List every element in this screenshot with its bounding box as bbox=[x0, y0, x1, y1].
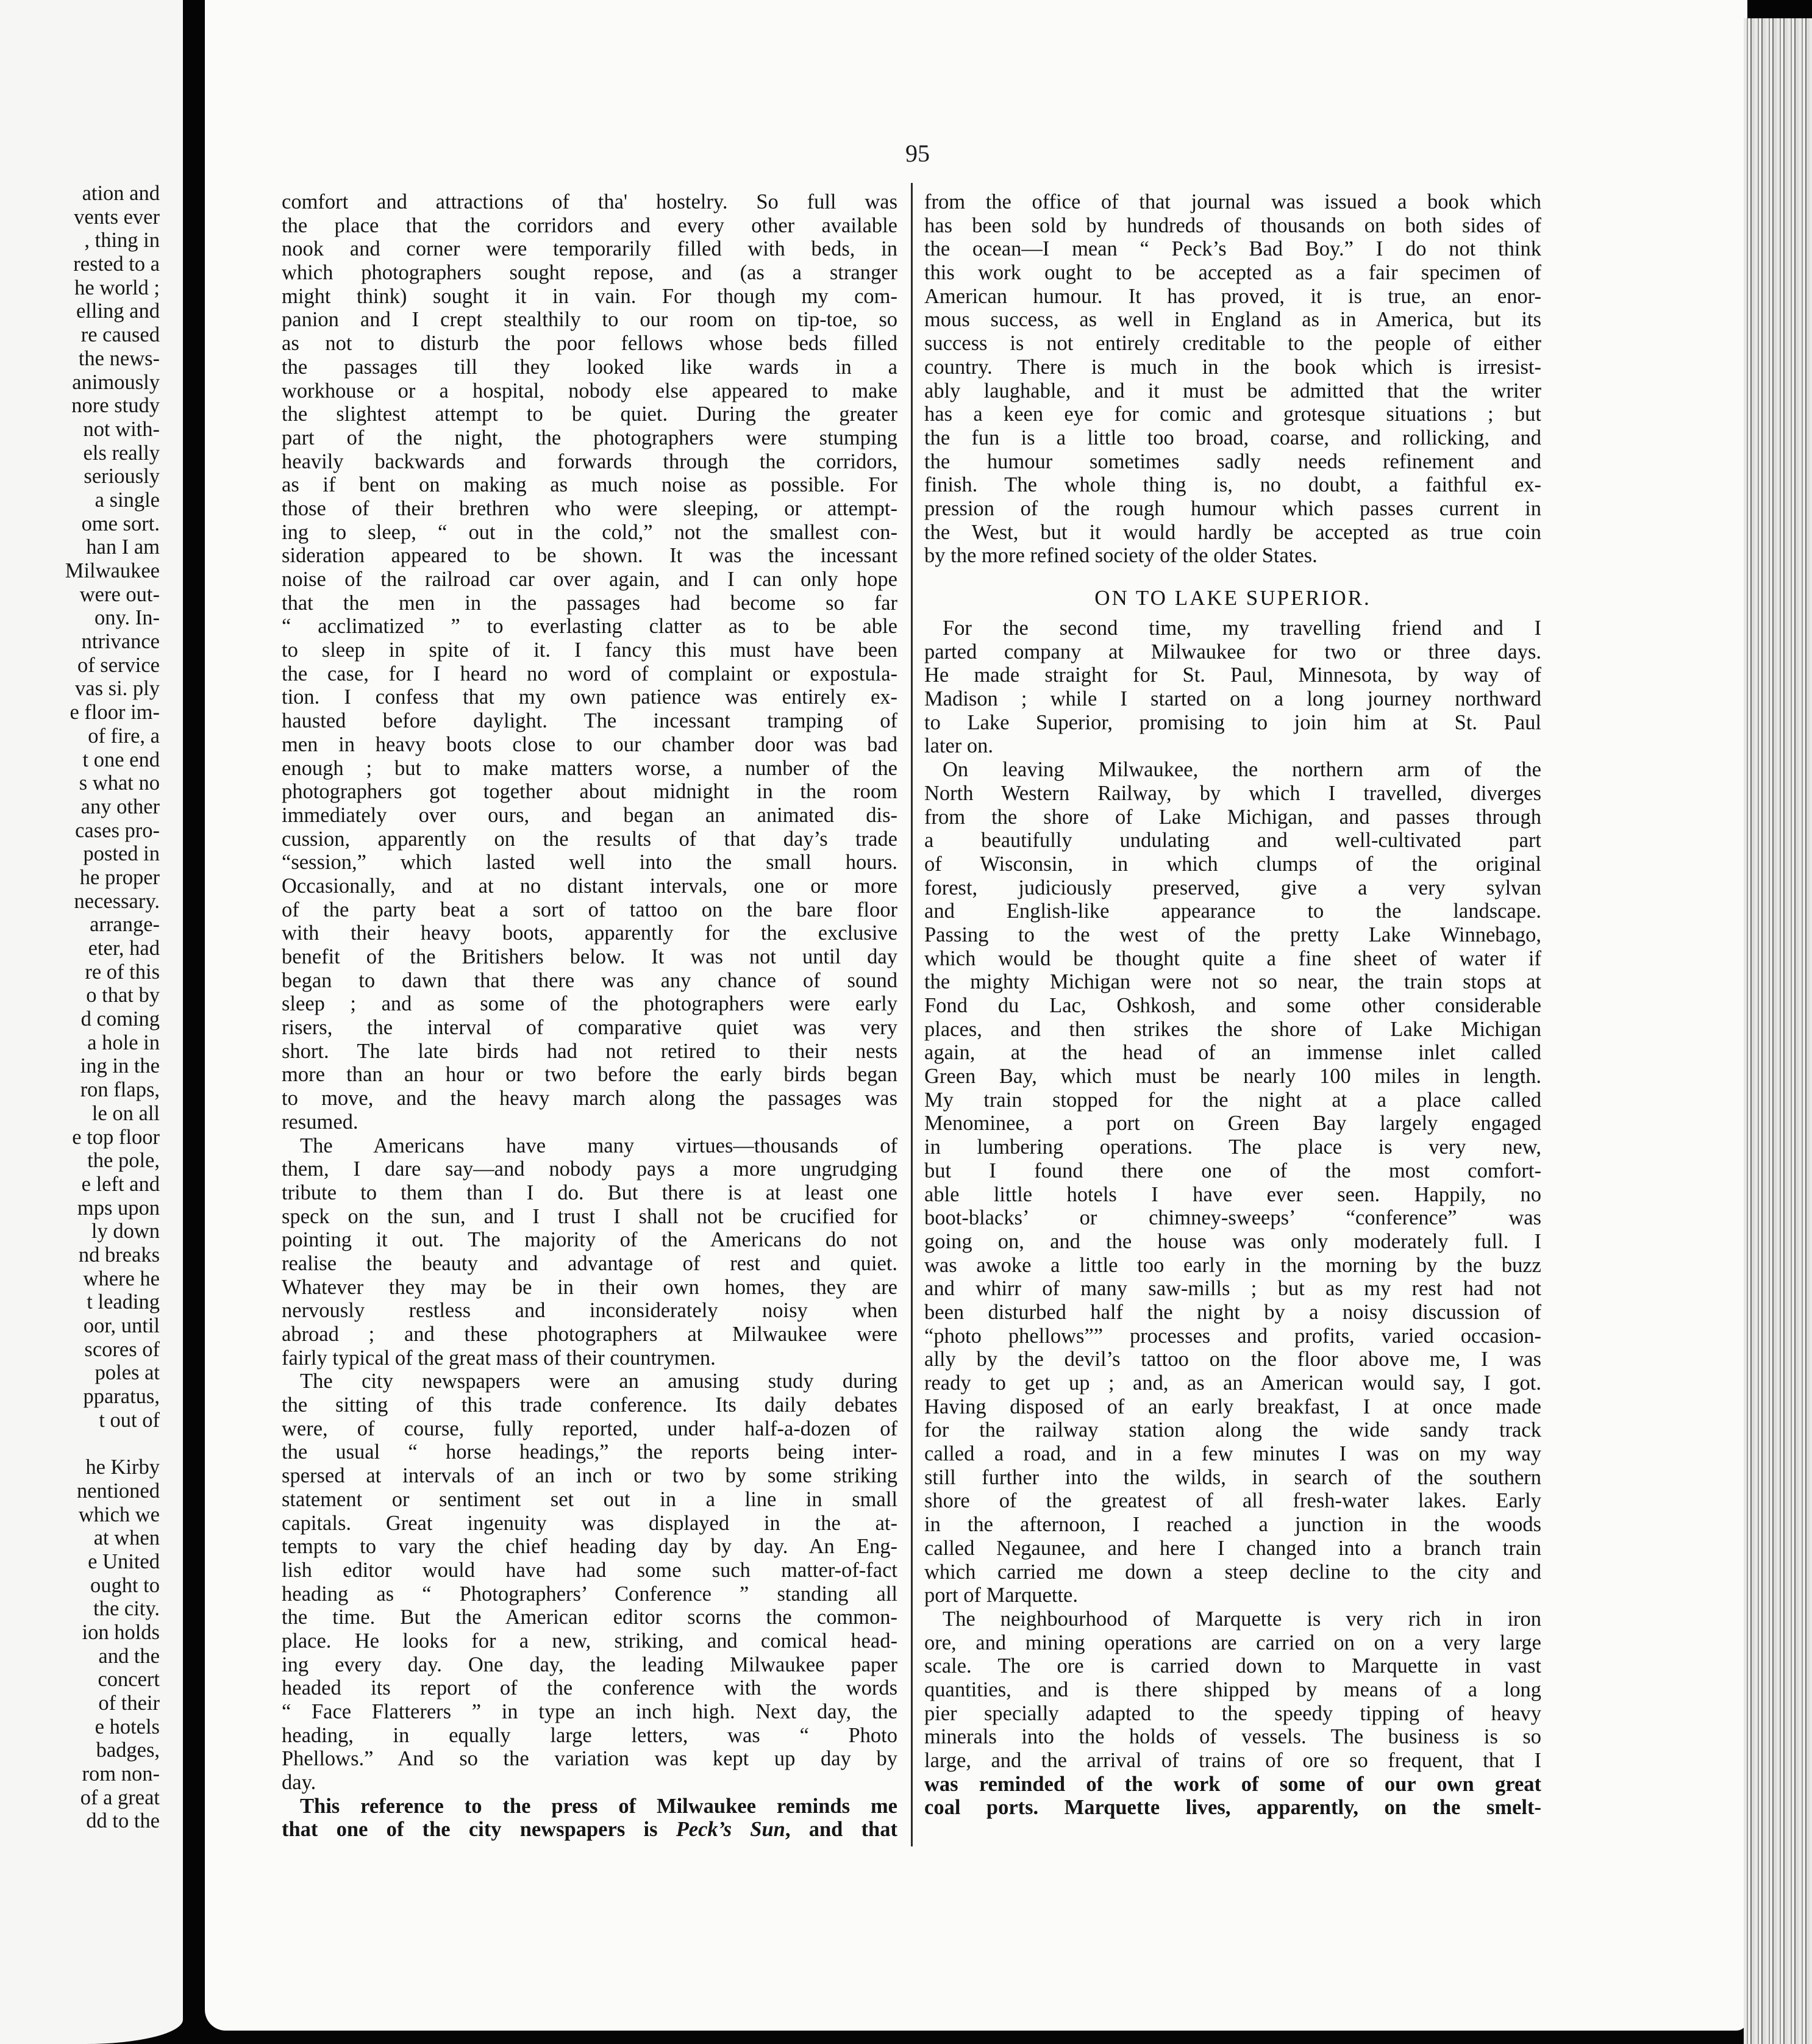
fragment-line: of a great bbox=[80, 1785, 160, 1809]
fragment-line: s what no bbox=[79, 771, 160, 795]
fragment-line: posted in bbox=[83, 842, 160, 866]
text-line: them, I dare say—and nobody pays a more ungrudging bbox=[282, 1157, 897, 1181]
text-line: abroad ; and these photographers at Milwaukee were bbox=[282, 1323, 897, 1346]
text-line: the fun is a little too broad, coarse, and rollicking, and bbox=[924, 426, 1541, 449]
text-line: “ Face Flatterers ” in type an inch high. Next day, the bbox=[282, 1700, 897, 1723]
text-line: My train stopped for the night at a place called bbox=[924, 1088, 1541, 1112]
fragment-line: re of this bbox=[85, 960, 160, 984]
text-line: speck on the sun, and I trust I shall not be crucified for bbox=[282, 1204, 897, 1228]
text-line: Green Bay, which must be nearly 100 miles in length. bbox=[924, 1065, 1541, 1088]
text-line: tribute to them than I do. But there is at least one bbox=[282, 1181, 897, 1204]
facing-page-text-fragments bbox=[0, 182, 160, 1833]
text-line: The neighbourhood of Marquette is very rich in iron bbox=[943, 1607, 1541, 1631]
text-line: in lumbering operations. The place is very new, bbox=[924, 1135, 1541, 1159]
fragment-line: of fire, a bbox=[88, 724, 160, 748]
text-line: which carried me down a steep decline to the city and bbox=[924, 1560, 1541, 1584]
text-line: that one of the city newspapers is Peck’s Sun, and that bbox=[282, 1818, 897, 1842]
fragment-line: e left and bbox=[81, 1172, 160, 1196]
text-line: to Lake Superior, promising to join him at St. Paul bbox=[924, 710, 1541, 734]
text-line: nook and corner were temporarily filled with beds, in bbox=[282, 237, 897, 261]
text-line: that the men in the passages had become so far bbox=[282, 591, 897, 615]
fragment-line: ome sort. bbox=[81, 512, 160, 535]
text-column-left bbox=[282, 190, 897, 1842]
text-line: hausted before daylight. The incessant tramping of bbox=[282, 709, 897, 733]
fragment-line: le on all bbox=[91, 1101, 160, 1125]
fragment-line: e hotels bbox=[95, 1715, 160, 1738]
text-line: for the railway station along the wide sandy track bbox=[924, 1418, 1541, 1442]
fragment-line: ly down bbox=[91, 1220, 160, 1243]
text-line: ing to sleep, “ out in the cold,” not the smallest con- bbox=[282, 520, 897, 544]
text-line: which would be thought quite a fine sheet of water if bbox=[924, 946, 1541, 970]
fragment-line: rom non- bbox=[82, 1762, 160, 1786]
text-line: of Wisconsin, in which clumps of the original bbox=[924, 852, 1541, 876]
text-line: has a keen eye for comic and grotesque situations ; but bbox=[924, 402, 1541, 426]
text-line: cussion, apparently on the results of that day’s trade bbox=[282, 827, 897, 851]
text-line: the slightest attempt to be quiet. During the greater bbox=[282, 402, 897, 426]
text-line: port of Marquette. bbox=[924, 1584, 1078, 1607]
text-line: North Western Railway, by which I travelled, diverges bbox=[924, 781, 1541, 805]
text-line: He made straight for St. Paul, Minnesota, by way of bbox=[924, 663, 1541, 687]
fragment-line: concert bbox=[98, 1668, 160, 1692]
fragment-line: t out of bbox=[99, 1408, 160, 1432]
text-line: began to dawn that there was any chance of sound bbox=[282, 968, 897, 992]
fragment-line: t one end bbox=[82, 748, 160, 771]
fragment-line: ing in the bbox=[80, 1054, 160, 1078]
text-line: pier specially adapted to the speedy tipping of heavy bbox=[924, 1701, 1541, 1725]
text-line: pression of the rough humour which passes current in bbox=[924, 496, 1541, 520]
text-line: as if bent on making as much noise as possible. For bbox=[282, 473, 897, 497]
text-line: forest, judiciously preserved, give a very sylvan bbox=[924, 876, 1541, 899]
text-line: finish. The whole thing is, no doubt, a faithful ex- bbox=[924, 473, 1541, 497]
text-line: and English-like appearance to the landscape. bbox=[924, 899, 1541, 923]
fragment-line: t leading bbox=[87, 1290, 160, 1314]
text-line: Menominee, a port on Green Bay largely engaged bbox=[924, 1112, 1541, 1135]
fragment-line: pparatus, bbox=[83, 1385, 160, 1409]
fragment-line: ation and bbox=[82, 182, 160, 205]
text-line: Passing to the west of the pretty Lake Winnebago, bbox=[924, 923, 1541, 946]
text-line: the sitting of this trade conference. Its daily debates bbox=[282, 1393, 897, 1417]
fragment-line: els really bbox=[83, 441, 160, 465]
text-line: the time. But the American editor scorns the common- bbox=[282, 1606, 897, 1629]
fragment-line: e floor im- bbox=[70, 701, 160, 724]
fragment-line: e top floor bbox=[72, 1125, 160, 1149]
fragment-line: which we bbox=[78, 1503, 160, 1526]
fragment-line: vas si. ply bbox=[75, 677, 160, 701]
fragment-line: , thing in bbox=[84, 229, 160, 252]
fragment-line: han I am bbox=[86, 535, 160, 559]
text-line: ready to get up ; and, as an American would say, I got. bbox=[924, 1371, 1541, 1395]
fragment-line: were out- bbox=[79, 582, 160, 606]
paragraph-pecks-bad-boy bbox=[924, 190, 1541, 568]
text-line: in the afternoon, I reached a junction in the woods bbox=[924, 1513, 1541, 1537]
fragment-line: ought to bbox=[90, 1573, 160, 1597]
text-line: comfort and attractions of tha' hostelry. So full was bbox=[282, 190, 897, 213]
text-line: boot-blacks’ or chimney-sweeps’ “conference” was bbox=[924, 1206, 1541, 1230]
text-line: immediately over ours, and began an animated dis- bbox=[282, 803, 897, 827]
text-line: The city newspapers were an amusing study during bbox=[300, 1370, 897, 1393]
fragment-line: nentioned bbox=[76, 1479, 160, 1503]
fragment-line: of service bbox=[77, 653, 160, 677]
text-line: realise the beauty and advantage of rest and quiet. bbox=[282, 1251, 897, 1275]
text-line: Occasionally, and at no distant intervals, one or more bbox=[282, 874, 897, 898]
text-line: noise of the railroad car over again, and I can only hope bbox=[282, 568, 897, 591]
column-rule bbox=[911, 183, 913, 1846]
text-line: headed its report of the conference with the words bbox=[282, 1676, 897, 1700]
text-line: heading as “ Photographers’ Conference ” standing all bbox=[282, 1582, 897, 1606]
page-number: 95 bbox=[905, 140, 930, 167]
fragment-line: elling and bbox=[76, 299, 160, 323]
text-line: with their heavy boots, apparently for the exclusive bbox=[282, 921, 897, 945]
section-body-lake-superior bbox=[924, 616, 1541, 1820]
fragment-line: ion holds bbox=[82, 1620, 160, 1644]
fragment-line: ony. In- bbox=[95, 606, 160, 630]
fragment-line: necessary. bbox=[74, 889, 160, 913]
text-line: the place that the corridors and every other available bbox=[282, 213, 897, 237]
fragment-line: poles at bbox=[95, 1361, 160, 1385]
text-line: Madison ; while I started on a long journey northward bbox=[924, 687, 1541, 711]
fragment-line: nd breaks bbox=[78, 1243, 160, 1267]
text-line: mous success, as well in England as in America, but its bbox=[924, 308, 1541, 332]
text-line: to sleep in spite of it. I fancy this must have been bbox=[282, 638, 897, 662]
text-line: as not to disturb the poor fellows whose beds filled bbox=[282, 332, 897, 356]
text-line: quantities, and is there shipped by means of a long bbox=[924, 1678, 1541, 1701]
text-line: risers, the interval of comparative quiet was very bbox=[282, 1016, 897, 1040]
text-line: minerals into the holds of vessels. The business is so bbox=[924, 1725, 1541, 1749]
text-line: ing every day. One day, the leading Milwaukee paper bbox=[282, 1653, 897, 1676]
text-line: On leaving Milwaukee, the northern arm of the bbox=[943, 758, 1541, 782]
text-line: enough ; but to make matters worse, a number of the bbox=[282, 756, 897, 780]
text-line: tion. I confess that my own patience was entirely ex- bbox=[282, 685, 897, 709]
text-line: called Negaunee, and here I changed into a branch train bbox=[924, 1536, 1541, 1560]
fragment-line: any other bbox=[80, 795, 160, 818]
fragment-line: rested to a bbox=[73, 252, 160, 276]
fragment-line: dd to the bbox=[86, 1809, 160, 1833]
text-line: country. There is much in the book which is irresist- bbox=[924, 355, 1541, 379]
fragment-line: he Kirby bbox=[85, 1456, 160, 1479]
fragment-line: a single bbox=[95, 488, 160, 512]
fragment-line: d coming bbox=[80, 1007, 160, 1031]
text-line: sleep ; and as some of the photographers were early bbox=[282, 992, 897, 1016]
section-heading: ON TO LAKE SUPERIOR. bbox=[1094, 586, 1371, 610]
text-line: “session,” which lasted well into the small hours. bbox=[282, 851, 897, 874]
text-line: but I found there one of the most comfort- bbox=[924, 1159, 1541, 1182]
text-line: been disturbed half the night by a noisy discussion of bbox=[924, 1300, 1541, 1324]
text-line: pointing it out. The majority of the Americans do not bbox=[282, 1228, 897, 1252]
text-line: ore, and mining operations are carried on on a very large bbox=[924, 1631, 1541, 1654]
text-line: resumed. bbox=[282, 1110, 358, 1134]
text-line: those of their brethren who were sleeping, or attempt- bbox=[282, 496, 897, 520]
text-line: capitals. Great ingenuity was displayed in the at- bbox=[282, 1511, 897, 1535]
fragment-line: oor, until bbox=[83, 1314, 160, 1337]
text-line: called a road, and in a few minutes I was on my way bbox=[924, 1442, 1541, 1466]
fragment-line: where he bbox=[83, 1267, 160, 1290]
text-line: by the more refined society of the older States. bbox=[924, 544, 1318, 568]
text-line: “photo phellows”” processes and profits, varied occasion- bbox=[924, 1324, 1541, 1348]
text-line: to move, and the heavy march along the passages was bbox=[282, 1087, 897, 1110]
fragment-line: scores of bbox=[84, 1337, 160, 1361]
text-line: the West, but it would hardly be accepted as true coin bbox=[924, 520, 1541, 544]
text-line: still further into the wilds, in search of the southern bbox=[924, 1465, 1541, 1489]
text-line: the case, for I heard no word of complaint or expostula- bbox=[282, 662, 897, 685]
text-line: the mighty Michigan were not so near, the train stops at bbox=[924, 970, 1541, 994]
text-column-right bbox=[924, 190, 1541, 1820]
text-line: has been sold by hundreds of thousands on both sides of bbox=[924, 213, 1541, 237]
fragment-line: mps upon bbox=[77, 1196, 160, 1220]
text-line: Whatever they may be in their own homes, they are bbox=[282, 1275, 897, 1299]
text-line: coal ports. Marquette lives, apparently, on the smelt- bbox=[924, 1796, 1541, 1820]
text-line: this work ought to be accepted as a fair specimen of bbox=[924, 261, 1541, 285]
fragment-line: he proper bbox=[79, 865, 160, 889]
text-line: For the second time, my travelling friend and I bbox=[943, 616, 1541, 640]
fragment-line: not with- bbox=[83, 417, 160, 441]
text-line: photographers got together about midnight in the room bbox=[282, 780, 897, 804]
text-line: American humour. It has proved, it is true, an enor- bbox=[924, 284, 1541, 308]
text-line: might think) sought it in vain. For though my com- bbox=[282, 284, 897, 308]
text-line: heavily backwards and forwards through the corridors, bbox=[282, 449, 897, 473]
text-line: place. He looks for a new, striking, and comical head- bbox=[282, 1629, 897, 1653]
text-line: tempts to vary the chief heading day by day. An Eng- bbox=[282, 1535, 897, 1559]
text-line: spersed at intervals of an inch or two by some striking bbox=[282, 1464, 897, 1488]
text-line: was awoke a little too early in the morning by the buzz bbox=[924, 1253, 1541, 1277]
text-line: the ocean—I mean “ Peck’s Bad Boy.” I do not think bbox=[924, 237, 1541, 261]
text-line: The Americans have many virtues—thousands of bbox=[300, 1134, 897, 1157]
fragment-line: at when bbox=[93, 1526, 160, 1550]
fragment-line: e United bbox=[88, 1549, 160, 1573]
text-line: the passages till they looked like wards in a bbox=[282, 355, 897, 379]
text-line: statement or sentiment set out in a line in small bbox=[282, 1487, 897, 1511]
text-line: going on, and the house was only moderately full. I bbox=[924, 1229, 1541, 1253]
book-page-edges bbox=[1744, 18, 1812, 2044]
fragment-line: vents ever bbox=[74, 205, 160, 229]
text-line: benefit of the Britishers below. It was not until day bbox=[282, 945, 897, 968]
text-line: of the party beat a sort of tattoo on the bare floor bbox=[282, 898, 897, 921]
text-line: workhouse or a hospital, nobody else appeared to make bbox=[282, 379, 897, 402]
fragment-line: eter, had bbox=[88, 937, 160, 960]
fragment-line: animously bbox=[72, 370, 160, 394]
text-line: “ acclimatized ” to everlasting clatter as to be able bbox=[282, 615, 897, 638]
fragment-line: re caused bbox=[80, 323, 160, 347]
text-line: were, of course, fully reported, under half-a-dozen of bbox=[282, 1417, 897, 1440]
fragment-line: badges, bbox=[96, 1738, 160, 1762]
fragment-line: Milwaukee bbox=[65, 559, 160, 582]
text-line: short. The late birds had not retired to their nests bbox=[282, 1039, 897, 1063]
fragment-line: seriously bbox=[84, 465, 160, 488]
text-line: more than an hour or two before the early birds began bbox=[282, 1063, 897, 1087]
text-line: Having disposed of an early breakfast, I at once made bbox=[924, 1395, 1541, 1418]
text-line: ally by the devil’s tattoo on the floor above me, I was bbox=[924, 1348, 1541, 1371]
text-line: Phellows.” And so the variation was kept up day by bbox=[282, 1747, 897, 1771]
text-line: day. bbox=[282, 1771, 316, 1795]
text-line: lish editor would have had some such matter-of-fact bbox=[282, 1558, 897, 1582]
text-line: parted company at Milwaukee for two or three days. bbox=[924, 640, 1541, 663]
fragment-line bbox=[0, 1432, 160, 1456]
fragment-line: he world ; bbox=[74, 276, 160, 299]
text-line: again, at the head of an immense inlet called bbox=[924, 1041, 1541, 1065]
facing-page-cut-off bbox=[0, 0, 183, 2044]
text-line: the usual “ horse headings,” the reports being inter- bbox=[282, 1440, 897, 1464]
text-line: able little hotels I have ever seen. Happily, no bbox=[924, 1182, 1541, 1206]
fragment-line: of their bbox=[98, 1692, 160, 1715]
fragment-line: cases pro- bbox=[75, 818, 160, 842]
fragment-line: the news- bbox=[78, 346, 160, 370]
fragment-line: ron flaps, bbox=[80, 1078, 160, 1102]
text-line: the humour sometimes sadly needs refinement and bbox=[924, 449, 1541, 473]
text-line: nervously restless and inconsiderately noisy when bbox=[282, 1299, 897, 1323]
text-line: ably laughable, and it must be admitted that the writer bbox=[924, 379, 1541, 402]
fragment-line: arrange- bbox=[90, 913, 160, 937]
fragment-line: the pole, bbox=[87, 1149, 160, 1173]
fragment-line: a hole in bbox=[87, 1031, 160, 1054]
text-line: was reminded of the work of some of our own great bbox=[924, 1772, 1541, 1796]
text-line: sideration appeared to be shown. It was the incessant bbox=[282, 544, 897, 568]
fragment-line: nore study bbox=[71, 394, 160, 418]
fragment-line: ntrivance bbox=[81, 630, 160, 654]
text-line: heading, in equally large letters, was “ Photo bbox=[282, 1723, 897, 1747]
text-line: from the office of that journal was issued a book which bbox=[924, 190, 1541, 213]
text-line: panion and I crept stealthily to our room on tip-toe, so bbox=[282, 308, 897, 332]
text-line: success is not entirely creditable to the people of either bbox=[924, 332, 1541, 356]
fragment-line: and the bbox=[98, 1644, 160, 1668]
text-line: later on. bbox=[924, 734, 994, 758]
text-line: scale. The ore is carried down to Marquette in vast bbox=[924, 1654, 1541, 1678]
text-line: shore of the greatest of all fresh-water lakes. Early bbox=[924, 1489, 1541, 1513]
text-line: places, and then strikes the shore of Lake Michigan bbox=[924, 1017, 1541, 1041]
text-line: from the shore of Lake Michigan, and passes through bbox=[924, 805, 1541, 829]
text-line: fairly typical of the great mass of their countrymen. bbox=[282, 1346, 716, 1370]
text-line: large, and the arrival of trains of ore so frequent, that I bbox=[924, 1749, 1541, 1772]
text-line: Fond du Lac, Oshkosh, and some other considerable bbox=[924, 994, 1541, 1017]
text-line: This reference to the press of Milwaukee reminds me bbox=[300, 1794, 897, 1818]
text-line: part of the night, the photographers were stumping bbox=[282, 426, 897, 449]
text-line: and whirr of many saw-mills ; but as my rest had not bbox=[924, 1277, 1541, 1301]
fragment-line: the city. bbox=[93, 1597, 160, 1621]
text-line: a beautifully undulating and well-cultivated part bbox=[924, 829, 1541, 852]
text-line: which photographers sought repose, and (as a stranger bbox=[282, 261, 897, 285]
fragment-line: o that by bbox=[86, 984, 160, 1007]
text-line: men in heavy boots close to our chamber door was bad bbox=[282, 732, 897, 756]
